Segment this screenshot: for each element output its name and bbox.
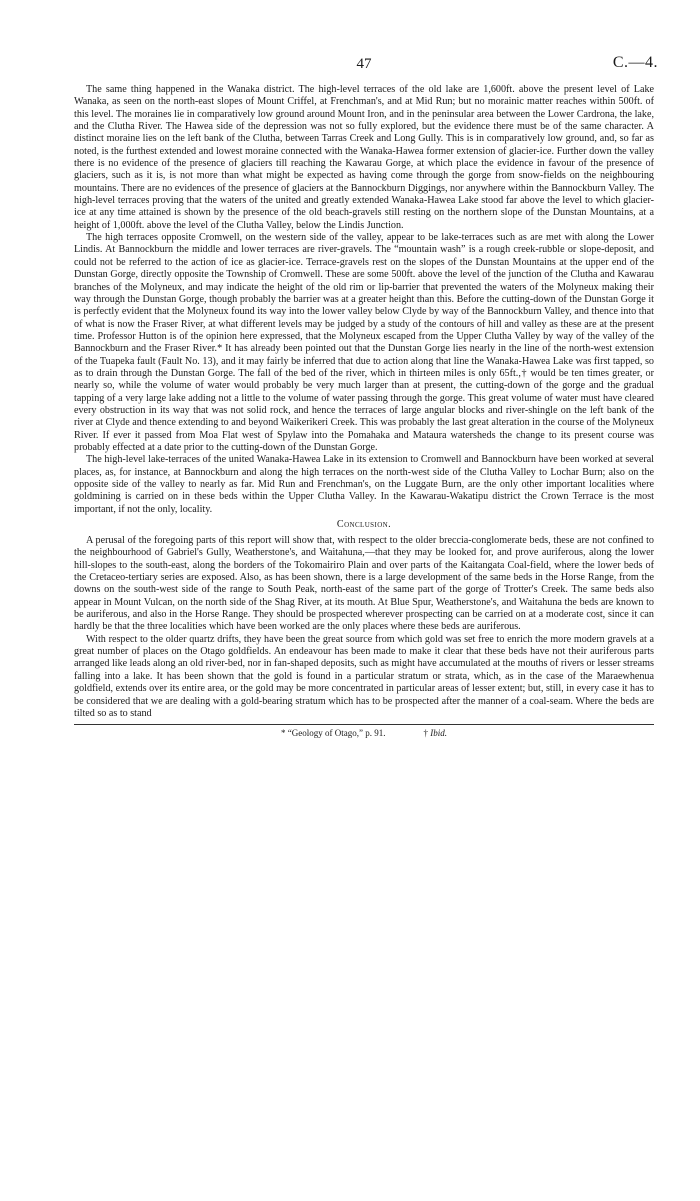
paragraph-quartz-drifts: With respect to the older quartz drifts, they have been the great source from which gold was set free to enrich the more modern gravels at a great number of places on the Otago goldfields. An endeavour has been made to make it clear that these beds have not their auriferous parts arranged like leads along an old river-bed, nor in fan-shaped deposits, such as might have accumulated at the mouths of rivers or lesser streams falling into a lake. It has been shown that the gold is found in a particular stratum or strata, which, as in the case of the Maraewhenua goldfield, extends over its entire area, or the gold may be more concentrated in particular areas of lesser extent; but, still, in every case it has to be considered that we are dealing with a gold-bearing stratum which has to be prospected after the manner of a coal-seam. Where the beds are tilted so as to stand: [74, 633, 654, 719]
footnotes: [74, 727, 654, 739]
footnote-geology-of-otago: * “Geology of Otago,” p. 91.: [281, 728, 386, 739]
paragraph-wanaka-district: The same thing happened in the Wanaka district. The high-level terraces of the old lake are 1,600ft. above the present level of Lake Wanaka, as seen on the north-east slopes of Mount Criffel, at Frenchman's, and at Mid Run; but no morainic matter reaches within 500ft. of this level. The moraines lie in comparatively low ground around Mount Iron, and in the peninsular area between the Lower Cardrona, the lake, and the Clutha River. The Hawea side of the depression was not so fully explored, but the evidence there must be of the same character. A distinct moraine lies on the left bank of the Clutha, between Tarras Creek and Long Gully. This is in comparatively low ground, and, so far as noted, is the furthest extended and lowest moraine connected with the Wanaka-Hawea former extension of glacier-ice. Further down the valley there is no evidence of the presence of glaciers till reaching the Kawarau Gorge, at which place the evidence in favour of the presence of glaciers, such as it is, is not more than what might be expected as having come through the gorge from snow-fields on the neighbouring mountains. There are no evidences of the presence of glaciers at the Bannockburn Diggings, nor anywhere within the Bannockburn Valley. The high-level terraces proving that the waters of the united and greatly extended Wanaka-Hawea Lake stood far above the level to which glacier-ice at any time attained is shown by the presence of the old beach-gravels still resting on the northern slope of the Dunstan Mountains, at a height of 1,000ft. above the level of the Clutha Valley, below the Lindis Junction.: [74, 84, 654, 231]
footnote-ibid: [423, 727, 447, 739]
paragraph-breccia-conglomerate: A perusal of the foregoing parts of this report will show that, with respect to the older breccia-conglomerate beds, these are not confined to the neighbourhood of Gabriel's Gully, Weatherstone's, and Waitahuna,—that they may be looked for, and prove auriferous, along the lower hill-slopes to the south-east, along the borders of the Tokomairiro Plain and over parts of the Kaitangata Coal-field, where the lower beds of the Cretaceo-tertiary series are exposed. Also, as has been shown, there is a large development of the same beds in the Horse Range, from the downs on the south-west side of the range to South Peak, north-east of the same part of the gorge of Trotter's Creek. The same beds also appear in Mount Vulcan, on the north side of the Shag River, at its mouth. At Blue Spur, Weatherstone's, and Waitahuna the beds are known to be auriferous, and also in the Horse Range. They should be prospected wherever prospecting can be carried on at a moderate cost, since it can hardly be that the three localities which have been worked are the only places where these beds are auriferous.: [74, 535, 654, 633]
footnote-divider: [74, 724, 654, 725]
page-number: 47: [356, 56, 372, 72]
footnote-dagger-mark: †: [423, 728, 428, 739]
page-header: [74, 44, 658, 84]
paragraph-cromwell-terraces: The high terraces opposite Cromwell, on the western side of the valley, appear to be lake-terraces such as are met with along the Lower Lindis. At Bannockburn the middle and lower terraces are river-gravels. The “mountain wash” is a rough creek-rubble or slope-deposit, and could not be referred to the action of ice as glacier-ice. Terrace-gravels rest on the slopes of the Dunstan Mountains at the upper end of the Dunstan Gorge, directly opposite the Township of Cromwell. These are some 500ft. above the level of the junction of the Clutha and Kawarau branches of the Molyneux, and may indicate the height of the old rim or lip-barrier that prevented the waters of the Molyneux making their way through the Dunstan Gorge, though probably the barrier was at a greater height than this. Before the cutting-down of the Dunstan Gorge it is perfectly evident that the Molyneux found its way into the lower valley below Clyde by way of the Bannockburn Valley, and thence into that of what is now the Fraser River, at what different levels may be judged by a study of the contours of hill and valley as these are at the present time. Professor Hutton is of the opinion here expressed, that the Molyneux escaped from the Upper Clutha Valley by way of the valley of the Bannockburn and the Fraser River.* It has already been pointed out that the Dunstan Gorge lies nearly in the line of the north-west extension of the Tuapeka fault (Fault No. 13), and it may fairly be inferred that due to action along that line the Wanaka-Hawea Lake was first tapped, so as to drain through the Dunstan Gorge. The fall of the bed of the river, which in thirteen miles is only 65ft.,† would be ten times greater, or nearly so, while the volume of water would probably be very much larger than at present, the cutting-down of the gorge and the gradual tapping of a very large lake adding not a little to the volume of water passing through the gorge. This great volume of water must have cleared every obstruction in its way that was not solid rock, and hence the terraces of large angular blocks and river-shingle on the left bank of the river at Clyde and thence extending to and beyond Waikerikeri Creek. This was probably the last great alteration in the course of the Molyneux River. If ever it passed from Moa Flat west of Spylaw into the Pomahaka and Mataura watersheds the change to its present course was probably effected at a date prior to the cutting-down of the Dunstan Gorge.: [74, 232, 654, 453]
footnote-ibid-text: Ibid.: [430, 728, 447, 739]
document-page: [74, 44, 658, 739]
document-reference: C.—4.: [612, 54, 658, 71]
body-text: [74, 84, 654, 720]
paragraph-lake-terraces-worked: The high-level lake-terraces of the united Wanaka-Hawea Lake in its extension to Cromwell and Bannockburn have been worked at several places, as, for instance, at Bannockburn and along the high terraces on the north-west side of the Clutha Valley to Lochar Burn; also on the opposite side of the valley to nearly as far. Mid Run and Frenchman's, on the Luggate Burn, are the only other important localities where goldmining is carried on in these beds within the Upper Clutha Valley. In the Kawarau-Wakatipu district the Crown Terrace is the most important, if not the only, locality.: [74, 454, 654, 515]
section-heading-conclusion: Conclusion.: [336, 519, 392, 531]
